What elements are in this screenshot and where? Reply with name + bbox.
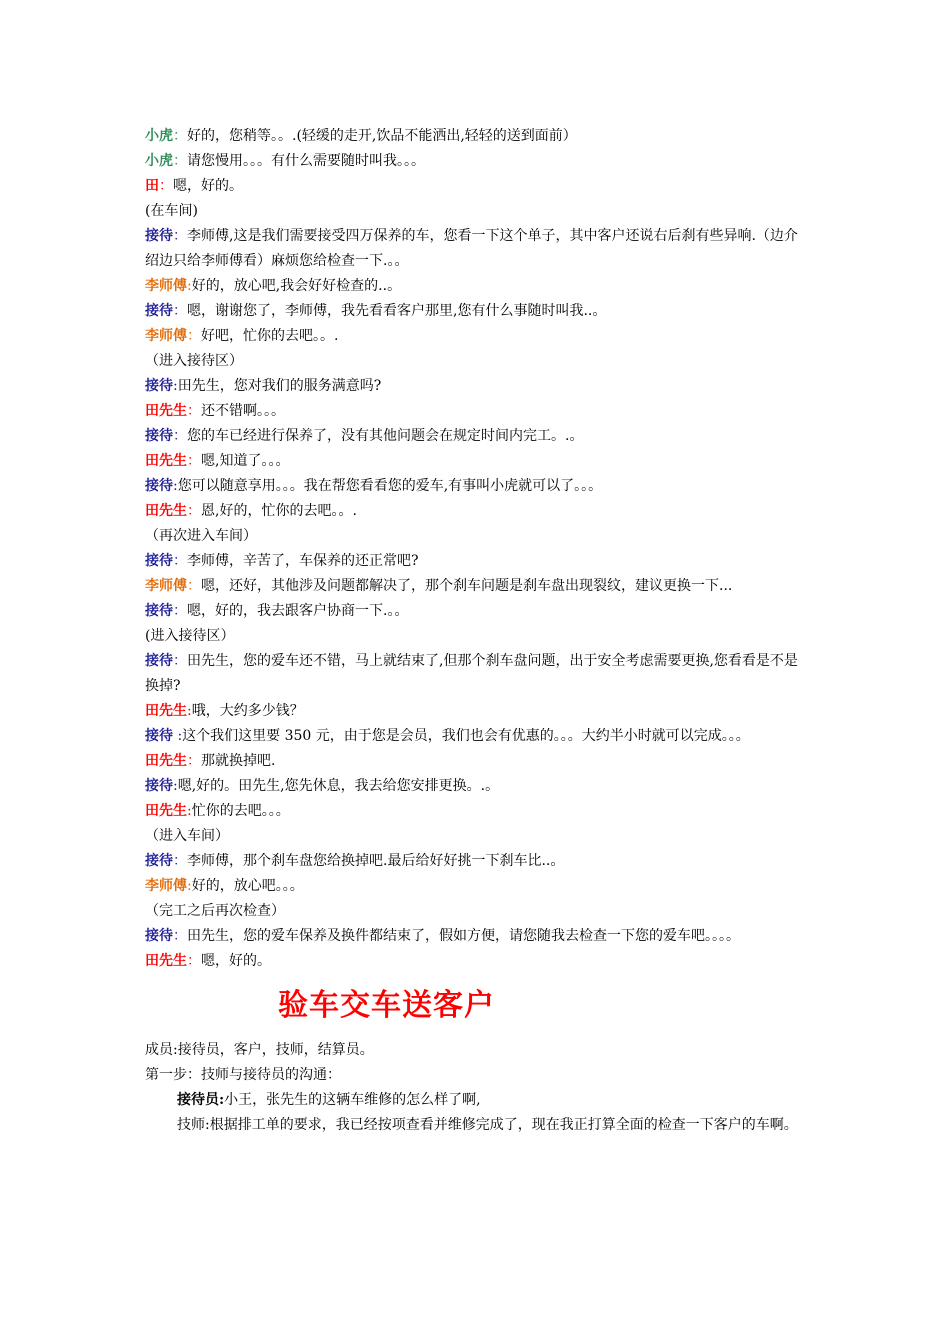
utterance-text: 忙你的去吧。。。 xyxy=(191,803,290,819)
speaker-name: 田先生 xyxy=(145,453,187,469)
dialogue-line xyxy=(145,949,810,974)
speaker-name: 田先生 xyxy=(145,703,187,719)
step-one-line: 第一步：技师与接待员的沟通： xyxy=(145,1067,341,1083)
dialogue-line xyxy=(145,324,810,349)
stage-direction-text: （进入接待区） xyxy=(145,353,243,369)
dialogue-line xyxy=(145,499,810,524)
document-body xyxy=(145,124,810,1138)
speaker-separator: ： xyxy=(159,178,173,194)
dialogue-line xyxy=(145,474,810,499)
speaker-name: 接待 xyxy=(145,478,173,494)
dialogue-line xyxy=(145,599,810,624)
dialogue-list xyxy=(145,124,810,974)
dialogue-line xyxy=(145,424,810,449)
speaker-name: 接待 xyxy=(145,428,173,444)
dialogue-line xyxy=(145,224,810,274)
speaker-separator: ： xyxy=(173,153,187,169)
utterance-text: 好的，您稍等。。.(轻缓的走开,饮品不能洒出,轻轻的送到面前） xyxy=(187,128,577,144)
speaker-separator: ： xyxy=(187,403,201,419)
speaker-name: 接待 xyxy=(145,228,173,244)
utterance-text: 嗯，谢谢您了，李师傅，我先看看客户那里,您有什么事随时叫我..。 xyxy=(187,303,607,319)
speaker-separator: ： xyxy=(187,503,201,519)
technician-line: 技师:根据排工单的要求，我已经按项查看并维修完成了，现在我正打算全面的检查一下客户的车啊。 xyxy=(177,1117,798,1133)
speaker-name: 李师傅 xyxy=(145,328,187,344)
utterance-text: 嗯，好的，我去跟客户协商一下.。。 xyxy=(187,603,409,619)
utterance-text: 恩,好的，忙你的去吧。。. xyxy=(201,503,357,519)
utterance-text: 小王，张先生的这辆车维修的怎么样了啊, xyxy=(224,1092,481,1108)
stage-direction-text: （进入车间） xyxy=(145,828,229,844)
speaker-name: 接待 xyxy=(145,853,173,869)
speaker-name: 接待 xyxy=(145,928,173,944)
utterance-text: 嗯，还好，其他涉及问题都解决了，那个刹车问题是刹车盘出现裂纹，建议更换一下... xyxy=(201,578,733,594)
stage-direction xyxy=(145,199,810,224)
speaker-name: 李师傅 xyxy=(145,878,187,894)
speaker-name: 接待员 xyxy=(177,1092,219,1108)
dialogue-line xyxy=(145,299,810,324)
speaker-separator: : xyxy=(173,728,183,744)
dialogue-line xyxy=(145,849,810,874)
dialogue-line xyxy=(145,274,810,299)
speaker-separator: ： xyxy=(173,228,187,244)
utterance-text: 好的，放心吧。。。 xyxy=(191,878,304,894)
dialogue-line xyxy=(145,874,810,899)
speaker-name: 接待 xyxy=(145,378,173,394)
dialogue-line xyxy=(145,699,810,724)
utterance-text: 好吧，忙你的去吧。。. xyxy=(201,328,339,344)
dialogue-line xyxy=(145,649,810,699)
speaker-name: 接待 xyxy=(145,728,173,744)
utterance-text: 这个我们这里要 350 元，由于您是会员，我们也会有优惠的。。。大约半小时就可以完成。。。 xyxy=(182,728,750,744)
speaker-separator: : xyxy=(187,278,192,294)
speaker-separator: : xyxy=(187,703,192,719)
utterance-text: 还不错啊。。。 xyxy=(201,403,285,419)
stage-direction xyxy=(145,349,810,374)
dialogue-line xyxy=(145,374,810,399)
utterance-text: 嗯,好的。田先生,您先休息，我去给您安排更换。.。 xyxy=(177,778,500,794)
stage-direction-text: （再次进入车间） xyxy=(145,528,257,544)
speaker-name: 李师傅 xyxy=(145,278,187,294)
dialogue-line xyxy=(145,549,810,574)
utterance-text: 那就换掉吧. xyxy=(201,753,276,769)
speaker-separator: : xyxy=(173,378,178,394)
speaker-separator: : xyxy=(173,478,178,494)
speaker-separator: ： xyxy=(173,603,187,619)
speaker-separator: : xyxy=(219,1092,225,1108)
speaker-separator: ： xyxy=(173,653,187,669)
utterance-text: 田先生，您对我们的服务满意吗? xyxy=(177,378,382,394)
speaker-separator: : xyxy=(187,878,192,894)
utterance-text: 哦，大约多少钱？ xyxy=(191,703,304,719)
speaker-separator: ： xyxy=(173,303,187,319)
utterance-text: 您可以随意享用。。。我在帮您看看您的爱车,有事叫小虎就可以了。。。 xyxy=(177,478,603,494)
speaker-name: 田 xyxy=(145,178,159,194)
stage-direction-text: (在车间) xyxy=(145,203,198,219)
dialogue-line xyxy=(145,124,810,149)
speaker-name: 田先生 xyxy=(145,953,187,969)
utterance-text: 好的，放心吧,我会好好检查的..。 xyxy=(191,278,402,294)
speaker-name: 小虎 xyxy=(145,128,173,144)
utterance-text: 嗯,知道了。。。 xyxy=(201,453,290,469)
section-title: 验车交车送客户 xyxy=(278,988,495,1023)
speaker-separator: : xyxy=(187,803,192,819)
speaker-separator: ： xyxy=(173,553,187,569)
dialogue-line xyxy=(145,724,810,749)
utterance-text: 李师傅，辛苦了，车保养的还正常吧? xyxy=(187,553,419,569)
stage-direction xyxy=(145,524,810,549)
dialogue-line xyxy=(145,574,810,599)
members-line: 成员:接待员，客户，技师，结算员。 xyxy=(145,1042,374,1058)
receptionist-line xyxy=(145,1088,810,1113)
speaker-name: 李师傅 xyxy=(145,578,187,594)
speaker-name: 接待 xyxy=(145,778,173,794)
stage-direction-text: （完工之后再次检查） xyxy=(145,903,285,919)
stage-direction xyxy=(145,624,810,649)
speaker-name: 接待 xyxy=(145,553,173,569)
speaker-name: 田先生 xyxy=(145,503,187,519)
speaker-name: 田先生 xyxy=(145,803,187,819)
utterance-text: 李师傅,这是我们需要接受四万保养的车，您看一下这个单子，其中客户还说右后刹有些异响.（边介绍边只给李师傅看）麻烦您给检查一下.。。 xyxy=(145,228,798,269)
utterance-text: 田先生，您的爱车保养及换件都结束了，假如方便，请您随我去检查一下您的爱车吧。。。。 xyxy=(187,928,740,944)
utterance-text: 嗯，好的。 xyxy=(173,178,243,194)
speaker-separator: ： xyxy=(173,853,187,869)
speaker-name: 接待 xyxy=(145,653,173,669)
dialogue-line xyxy=(145,399,810,424)
speaker-separator: ： xyxy=(173,428,187,444)
dialogue-line xyxy=(145,449,810,474)
speaker-separator: ： xyxy=(173,128,187,144)
speaker-name: 接待 xyxy=(145,603,173,619)
speaker-name: 田先生 xyxy=(145,753,187,769)
speaker-separator: ： xyxy=(187,578,201,594)
speaker-separator: ： xyxy=(187,328,201,344)
speaker-separator: ： xyxy=(187,453,201,469)
speaker-separator: ： xyxy=(187,953,201,969)
speaker-separator: ： xyxy=(187,753,201,769)
dialogue-line xyxy=(145,749,810,774)
stage-direction xyxy=(145,824,810,849)
speaker-separator: : xyxy=(173,778,178,794)
utterance-text: 您的车已经进行保养了，没有其他问题会在规定时间内完工。.。 xyxy=(187,428,584,444)
dialogue-line xyxy=(145,174,810,199)
dialogue-line xyxy=(145,149,810,174)
stage-direction xyxy=(145,899,810,924)
speaker-name: 田先生 xyxy=(145,403,187,419)
speaker-name: 接待 xyxy=(145,303,173,319)
stage-direction-text: (进入接待区） xyxy=(145,628,235,644)
dialogue-line xyxy=(145,799,810,824)
utterance-text: 李师傅，那个刹车盘您给换掉吧.最后给好好挑一下刹车比..。 xyxy=(187,853,565,869)
utterance-text: 请您慢用。。。有什么需要随时叫我。。。 xyxy=(187,153,425,169)
dialogue-line xyxy=(145,774,810,799)
utterance-text: 田先生，您的爱车还不错，马上就结束了,但那个刹车盘问题，出于安全考虑需要更换,您看看是不是换掉? xyxy=(145,653,798,694)
speaker-name: 小虎 xyxy=(145,153,173,169)
utterance-text: 嗯，好的。 xyxy=(201,953,271,969)
dialogue-line xyxy=(145,924,810,949)
speaker-separator: ： xyxy=(173,928,187,944)
